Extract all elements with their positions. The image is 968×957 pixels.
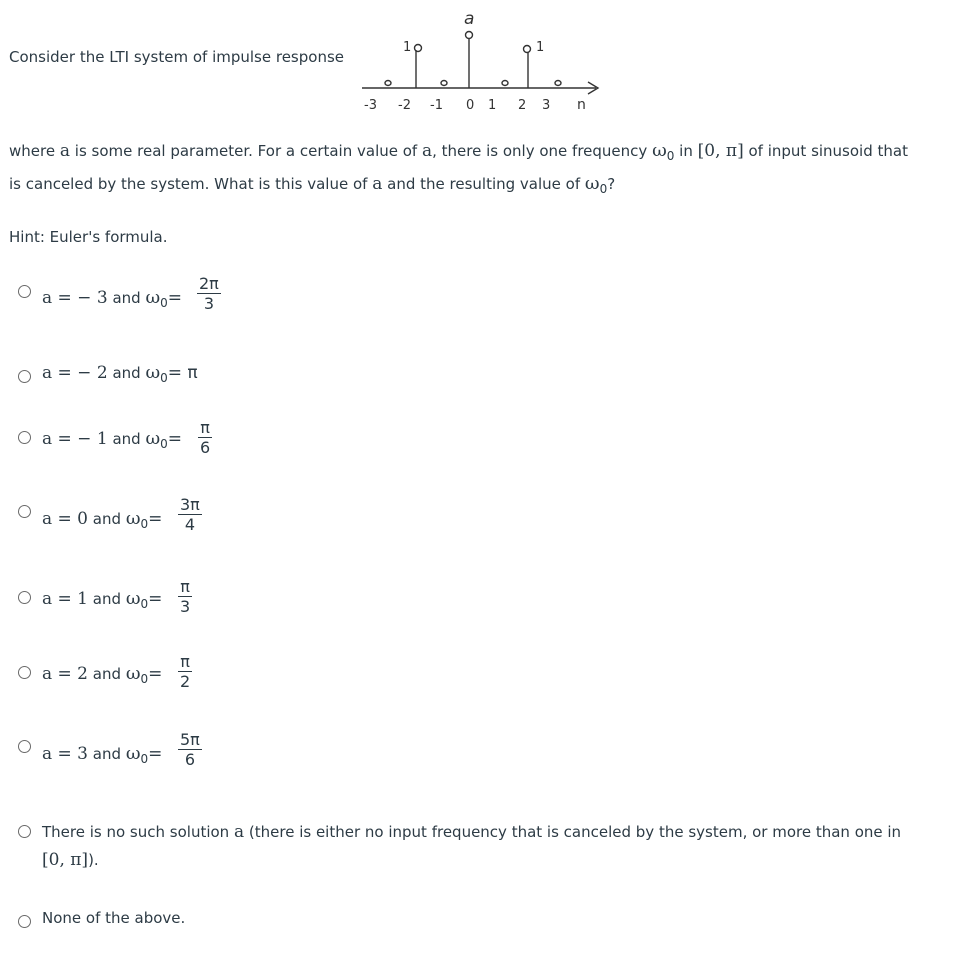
option-7-label[interactable]	[42, 743, 162, 764]
subscript-0: 0	[140, 597, 149, 611]
option-5-label[interactable]	[42, 588, 162, 609]
equals: =	[167, 429, 183, 449]
option-2-label[interactable]	[42, 362, 198, 383]
axis-label-n: n	[577, 97, 586, 113]
option-4-fraction	[178, 495, 202, 534]
denominator: 3	[203, 294, 214, 313]
option-5-radio[interactable]	[18, 591, 31, 604]
option-2-radio[interactable]	[18, 370, 31, 383]
text: There is no such solution	[42, 823, 230, 841]
numerator: π	[180, 652, 190, 671]
option-6-label[interactable]	[42, 663, 162, 684]
option-1-radio[interactable]	[18, 285, 31, 298]
text: where	[9, 142, 56, 160]
omega-symbol: ω	[125, 663, 141, 684]
option-9-label[interactable]: None of the above.	[42, 909, 186, 927]
option-5-fraction	[178, 577, 192, 616]
tick-1: 1	[488, 98, 497, 113]
value-label-1-left: 1	[403, 40, 412, 55]
omega-symbol: ω	[125, 588, 141, 609]
text: ?	[607, 175, 616, 193]
equals: =	[148, 509, 163, 529]
question-intro: Consider the LTI system of impulse response	[9, 48, 344, 66]
and-text: and	[92, 590, 122, 608]
subscript-0: 0	[140, 672, 149, 686]
value-label-a: a	[464, 9, 475, 29]
text: ).	[88, 851, 99, 869]
numerator: 2π	[199, 274, 219, 293]
equals-pi: = π	[167, 363, 198, 383]
sample-n-1	[502, 81, 508, 86]
subscript-0: 0	[160, 371, 168, 385]
option-a-value: a = − 2	[42, 363, 108, 383]
hint-text: Hint: Euler's formula.	[9, 228, 168, 246]
var-a: a	[421, 141, 433, 161]
subscript-0: 0	[160, 437, 168, 451]
text: is canceled by the system. What is this value of	[9, 175, 368, 193]
omega-symbol: ω	[652, 140, 667, 161]
tick-minus-1: -1	[430, 98, 443, 113]
interval: [0, π]	[697, 141, 744, 161]
subscript-0: 0	[140, 517, 149, 531]
and-text: and	[92, 510, 122, 528]
tick-0: 0	[466, 98, 475, 113]
option-3-radio[interactable]	[18, 431, 31, 444]
and-text: and	[92, 745, 122, 763]
equals: =	[148, 744, 163, 764]
var-a: a	[233, 822, 245, 842]
sample-n-2	[524, 46, 531, 53]
and-text: and	[112, 364, 141, 382]
option-7-radio[interactable]	[18, 740, 31, 753]
numerator: 5π	[180, 730, 200, 749]
text: (there is either no input frequency that is canceled by the system, or more than one in	[248, 823, 902, 841]
value-label-1-right: 1	[536, 40, 545, 55]
equals: =	[167, 288, 183, 308]
omega-symbol: ω	[125, 508, 141, 529]
text: is some real parameter. For a certain value of	[74, 142, 418, 160]
option-1-fraction	[197, 274, 221, 313]
denominator: 6	[184, 750, 195, 769]
option-6-radio[interactable]	[18, 666, 31, 679]
omega-symbol: ω	[145, 362, 161, 383]
option-3-label[interactable]	[42, 428, 182, 449]
equals: =	[148, 589, 163, 609]
sample-n-minus-1	[415, 45, 422, 52]
var-a: a	[59, 141, 70, 161]
text: and the resulting value of	[387, 175, 581, 193]
subscript-0: 0	[140, 752, 149, 766]
tick-3: 3	[542, 98, 551, 113]
equals: =	[148, 664, 163, 684]
option-4-label[interactable]	[42, 508, 162, 529]
denominator: 6	[200, 438, 211, 457]
option-a-value: a = − 3	[42, 288, 108, 308]
option-a-value: a = 2	[42, 664, 89, 684]
text: of input sinusoid that	[748, 142, 908, 160]
numerator: π	[200, 418, 210, 437]
omega-symbol: ω	[145, 428, 161, 449]
sample-n-3	[555, 81, 561, 86]
subscript-0: 0	[599, 182, 608, 196]
option-4-radio[interactable]	[18, 505, 31, 518]
option-1-label[interactable]	[42, 287, 182, 308]
tick-minus-3: -3	[364, 98, 377, 113]
and-text: and	[112, 430, 141, 448]
question-body-line-2	[9, 173, 615, 194]
option-7-fraction	[178, 730, 202, 769]
option-8-radio[interactable]	[18, 825, 31, 838]
option-a-value: a = 1	[42, 589, 89, 609]
interval: [0, π]	[42, 850, 89, 870]
and-text: and	[112, 289, 141, 307]
text: in	[679, 142, 693, 160]
subscript-0: 0	[160, 296, 168, 310]
numerator: 3π	[180, 495, 200, 514]
sample-n-0	[466, 32, 473, 39]
omega-symbol: ω	[145, 287, 161, 308]
omega-symbol: ω	[125, 743, 141, 764]
and-text: and	[92, 665, 122, 683]
text: , there is only one frequency	[432, 142, 648, 160]
tick-minus-2: -2	[398, 98, 411, 113]
tick-2: 2	[518, 98, 527, 113]
denominator: 2	[180, 672, 191, 691]
option-3-fraction	[198, 418, 212, 457]
var-a: a	[372, 174, 383, 194]
numerator: π	[180, 577, 190, 596]
denominator: 3	[180, 597, 191, 616]
option-a-value: a = 3	[42, 744, 89, 764]
omega-symbol: ω	[584, 173, 600, 194]
impulse-response-figure	[350, 2, 610, 114]
denominator: 4	[184, 515, 195, 534]
option-a-value: a = − 1	[42, 429, 108, 449]
subscript-0: 0	[666, 149, 675, 163]
option-9-radio[interactable]	[18, 915, 31, 928]
sample-n-minus-3	[385, 81, 391, 86]
option-6-fraction	[178, 652, 192, 691]
question-body-line-1	[9, 140, 908, 161]
option-8-label[interactable]	[42, 818, 942, 874]
option-a-value: a = 0	[42, 509, 89, 529]
sample-n-minus-2	[441, 81, 447, 86]
